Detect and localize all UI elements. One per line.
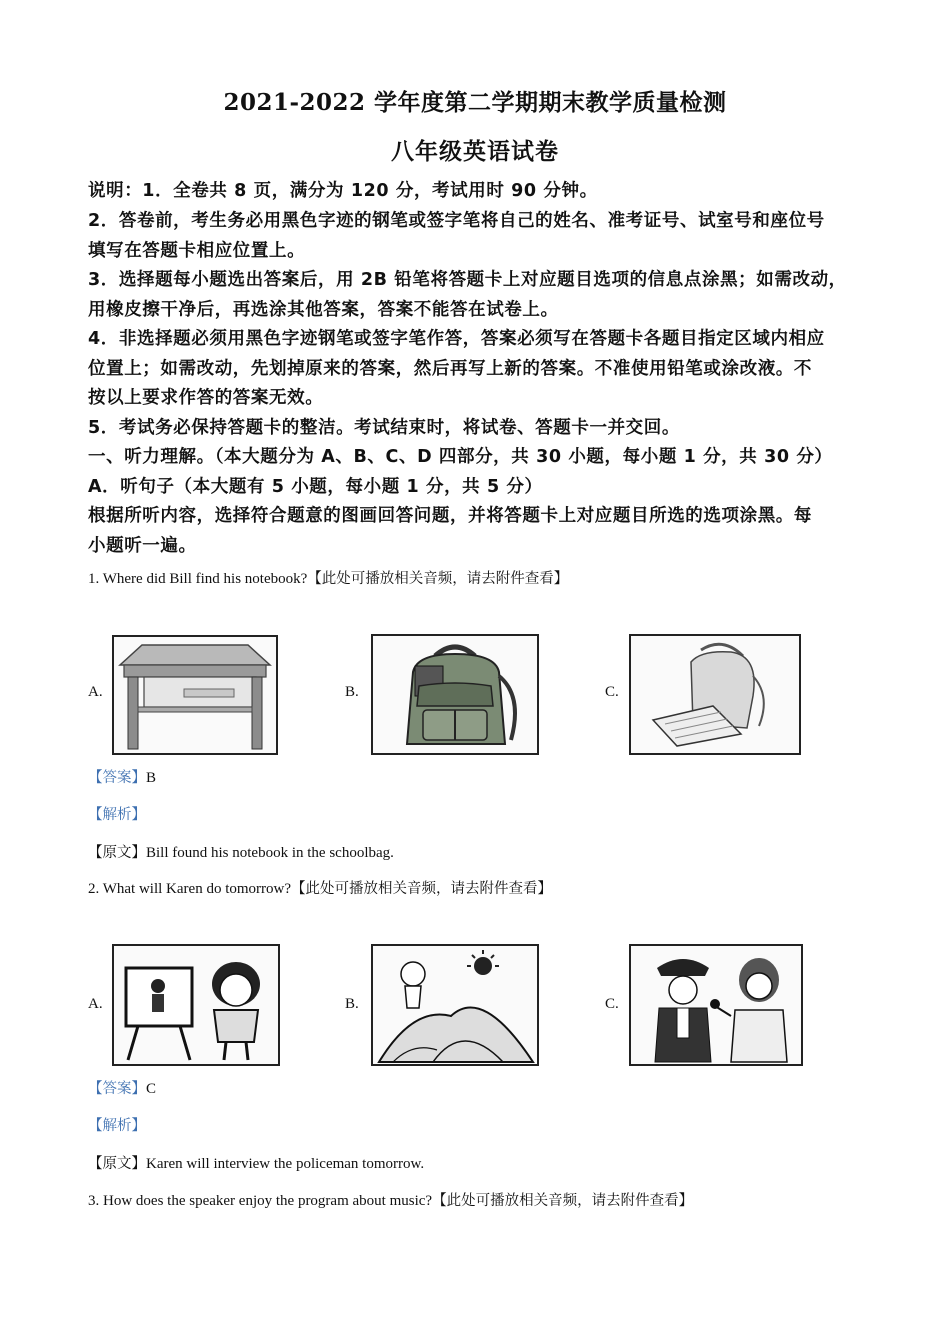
analysis-2 xyxy=(88,1114,146,1135)
question-text: 2. What will Karen do tomorrow? xyxy=(88,881,292,897)
instruction-line: 按以上要求作答的答案无效。 xyxy=(88,388,324,408)
original-2 xyxy=(88,1152,424,1173)
option-label: B. xyxy=(345,996,359,1012)
option-label: C. xyxy=(605,996,619,1012)
question-text: 3. How does the speaker enjoy the program about music? xyxy=(88,1193,433,1209)
easel-painting-icon xyxy=(114,946,278,1064)
answer-2 xyxy=(88,1077,156,1098)
hiking-picture xyxy=(371,944,539,1066)
directions-line: 小题听一遍。 xyxy=(88,536,197,556)
answer-label: 【答案】 xyxy=(88,1081,146,1097)
instruction-line: 填写在答题卡相应位置上。 xyxy=(88,241,306,261)
original-label: 【原文】 xyxy=(88,1156,146,1172)
answer-1 xyxy=(88,766,156,787)
original-text: Bill found his notebook in the schoolbag. xyxy=(146,845,394,861)
instruction-line: 说明：1．全卷共 8 页，满分为 120 分，考试用时 90 分钟。 xyxy=(88,181,598,201)
analysis-1 xyxy=(88,803,146,824)
option-label: B. xyxy=(345,684,359,700)
part-heading: A．听句子（本大题有 5 小题，每小题 1 分，共 5 分） xyxy=(88,477,543,497)
option-label: A. xyxy=(88,684,103,700)
original-1 xyxy=(88,841,394,862)
instruction-line: 用橡皮擦干净后，再选涂其他答案，答案不能答在试卷上。 xyxy=(88,300,559,320)
audio-note[interactable]: 【此处可播放相关音频，请去附件查看】 xyxy=(307,571,569,587)
analysis-label: 【解析】 xyxy=(88,807,146,823)
desk-icon xyxy=(114,637,276,753)
question-1 xyxy=(88,567,568,588)
analysis-label: 【解析】 xyxy=(88,1118,146,1134)
mountain-climb-icon xyxy=(373,946,537,1064)
instruction-line: 3．选择题每小题选出答案后，用 2B 铅笔将答题卡上对应题目选项的信息点涂黑；如需改动， xyxy=(88,270,847,290)
instruction-line: 5．考试务必保持答题卡的整洁。考试结束时，将试卷、答题卡一并交回。 xyxy=(88,418,680,438)
page-title: 2021-2022 学年度第二学期期末教学质量检测 xyxy=(223,89,727,116)
answer-label: 【答案】 xyxy=(88,770,146,786)
desk-picture xyxy=(112,635,278,755)
interview-picture xyxy=(629,944,803,1066)
question-2 xyxy=(88,877,552,898)
instruction-line: 4．非选择题必须用黑色字迹钢笔或签字笔作答，答案必须写在答题卡各题目指定区域内相应 xyxy=(88,329,825,349)
page-subtitle: 八年级英语试卷 xyxy=(391,138,559,165)
notebook-bag-picture xyxy=(629,634,801,755)
instruction-line: 2．答卷前，考生务必用黑色字迹的钢笔或签字笔将自己的姓名、准考证号、试室号和座位号 xyxy=(88,211,825,231)
answer-value: C xyxy=(146,1081,157,1097)
instruction-line: 位置上；如需改动，先划掉原来的答案，然后再写上新的答案。不准使用铅笔或涂改液。不 xyxy=(88,359,812,379)
original-label: 【原文】 xyxy=(88,845,146,861)
question-3 xyxy=(88,1189,693,1210)
policeman-interview-icon xyxy=(631,946,801,1064)
original-text: Karen will interview the policeman tomorrow. xyxy=(146,1156,425,1172)
answer-value: B xyxy=(146,770,157,786)
audio-note[interactable]: 【此处可播放相关音频，请去附件查看】 xyxy=(432,1193,694,1209)
directions-line: 根据所听内容，选择符合题意的图画回答问题，并将答题卡上对应题目所选的选项涂黑。每 xyxy=(88,506,812,526)
bag-with-notebook-icon xyxy=(631,636,799,753)
schoolbag-picture xyxy=(371,634,539,755)
option-label: C. xyxy=(605,684,619,700)
audio-note[interactable]: 【此处可播放相关音频，请去附件查看】 xyxy=(291,881,553,897)
question-text: 1. Where did Bill find his notebook? xyxy=(88,571,308,587)
section-heading: 一、听力理解。（本大题分为 A、B、C、D 四部分，共 30 小题，每小题 1 分，共 30 分） xyxy=(88,447,833,467)
option-label: A. xyxy=(88,996,103,1012)
painting-picture xyxy=(112,944,280,1066)
backpack-icon xyxy=(373,636,537,753)
